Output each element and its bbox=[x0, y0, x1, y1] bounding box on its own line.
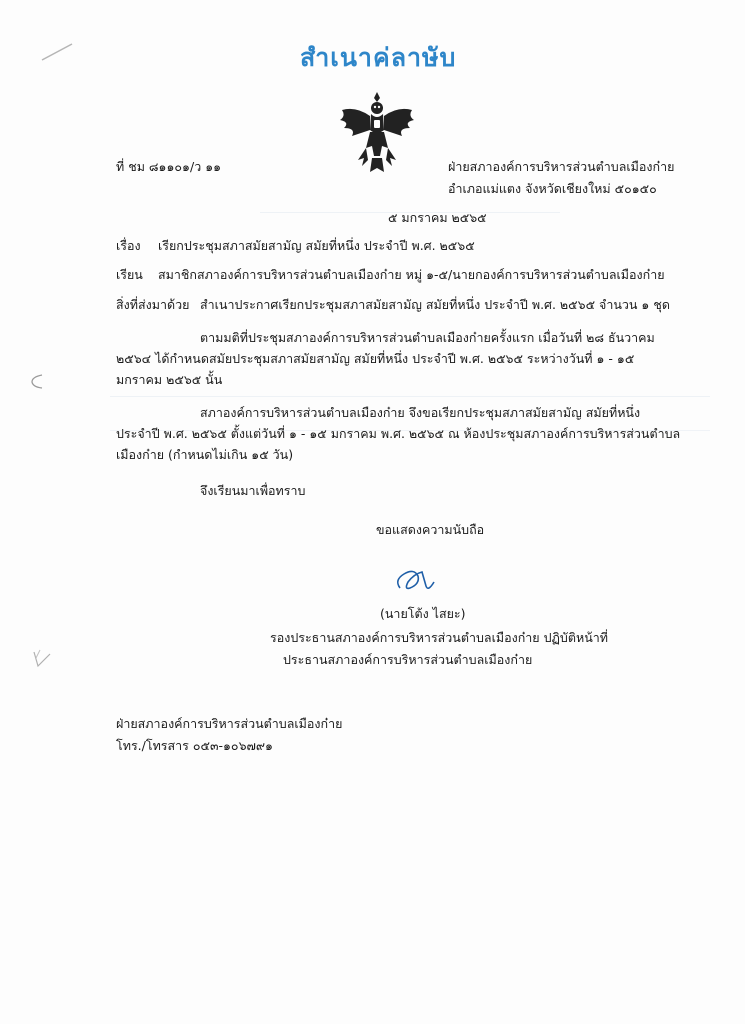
recipient-text: สมาชิกสภาองค์การบริหารส่วนตำบลเมืองก๋าย หมู่ ๑-๕/นายกองค์การบริหารส่วนตำบลเมืองก๋าย bbox=[158, 267, 665, 282]
garuda-emblem-icon bbox=[336, 86, 418, 178]
enclosure-label: สิ่งที่ส่งมาด้วย bbox=[116, 297, 190, 312]
subject-label: เรื่อง bbox=[116, 238, 141, 253]
letter-date: ๕ มกราคม ๒๕๖๕ bbox=[388, 210, 487, 225]
recipient-label: เรียน bbox=[116, 267, 143, 282]
footer-department: ฝ่ายสภาองค์การบริหารส่วนตำบลเมืองก๋าย bbox=[116, 716, 343, 731]
signer-title-line-1: รองประธานสภาองค์การบริหารส่วนตำบลเมืองก๋าย ปฏิบัติหน้าที่ bbox=[270, 630, 609, 645]
signer-name: (นายโต้ง ไสยะ) bbox=[380, 606, 466, 621]
signer-title-line-2: ประธานสภาองค์การบริหารส่วนตำบลเมืองก๋าย bbox=[283, 652, 533, 667]
pencil-checkmark-icon bbox=[28, 644, 58, 674]
paragraph-1-line-1: ตามมติที่ประชุมสภาองค์การบริหารส่วนตำบลเมืองก๋ายครั้งแรก เมื่อวันที่ ๒๘ ธันวาคม bbox=[200, 330, 655, 345]
copy-stamp: สำเนาค่ลาษับ bbox=[300, 43, 457, 72]
enclosure-text: สำเนาประกาศเรียกประชุมสภาสมัยสามัญ สมัยที่หนึ่ง ประจำปี พ.ศ. ๒๕๖๕ จำนวน ๑ ชุด bbox=[200, 297, 670, 312]
paragraph-2-line-2: ประจำปี พ.ศ. ๒๕๖๕ ตั้งแต่วันที่ ๑ - ๑๕ มกราคม พ.ศ. ๒๕๖๕ ณ ห้องประชุมสภาองค์การบริหารส่วนตำบล bbox=[116, 426, 681, 441]
paragraph-2-line-1: สภาองค์การบริหารส่วนตำบลเมืองก๋าย จึงขอเรียกประชุมสภาสมัยสามัญ สมัยที่หนึ่ง bbox=[200, 405, 641, 420]
pencil-mark-icon bbox=[38, 40, 78, 64]
paragraph-1-line-2: ๒๕๖๔ ได้กำหนดสมัยประชุมสภาสมัยสามัญ สมัยที่หนึ่ง ประจำปี พ.ศ. ๒๕๖๕ ระหว่างวันที่ ๑ - ๑๕ bbox=[116, 351, 635, 366]
sender-organization: ฝ่ายสภาองค์การบริหารส่วนตำบลเมืองก๋าย bbox=[448, 159, 675, 174]
sender-address: อำเภอแม่แตง จังหวัดเชียงใหม่ ๕๐๑๕๐ bbox=[448, 181, 657, 196]
punch-hole-icon bbox=[28, 372, 46, 390]
regards-line: ขอแสดงความนับถือ bbox=[376, 522, 485, 537]
paragraph-1-line-3: มกราคม ๒๕๖๕ นั้น bbox=[116, 372, 223, 387]
closing-line: จึงเรียนมาเพื่อทราบ bbox=[200, 483, 306, 498]
signature-scribble bbox=[392, 562, 438, 598]
paragraph-2-line-3: เมืองก๋าย (กำหนดไม่เกิน ๑๕ วัน) bbox=[116, 447, 294, 462]
document-number: ที่ ชม ๘๑๑๐๑/ว ๑๑ bbox=[116, 159, 222, 174]
subject-text: เรียกประชุมสภาสมัยสามัญ สมัยที่หนึ่ง ประจำปี พ.ศ. ๒๕๖๕ bbox=[158, 238, 475, 253]
footer-phone: โทร./โทรสาร ๐๕๓-๑๐๖๗๙๑ bbox=[116, 738, 273, 753]
